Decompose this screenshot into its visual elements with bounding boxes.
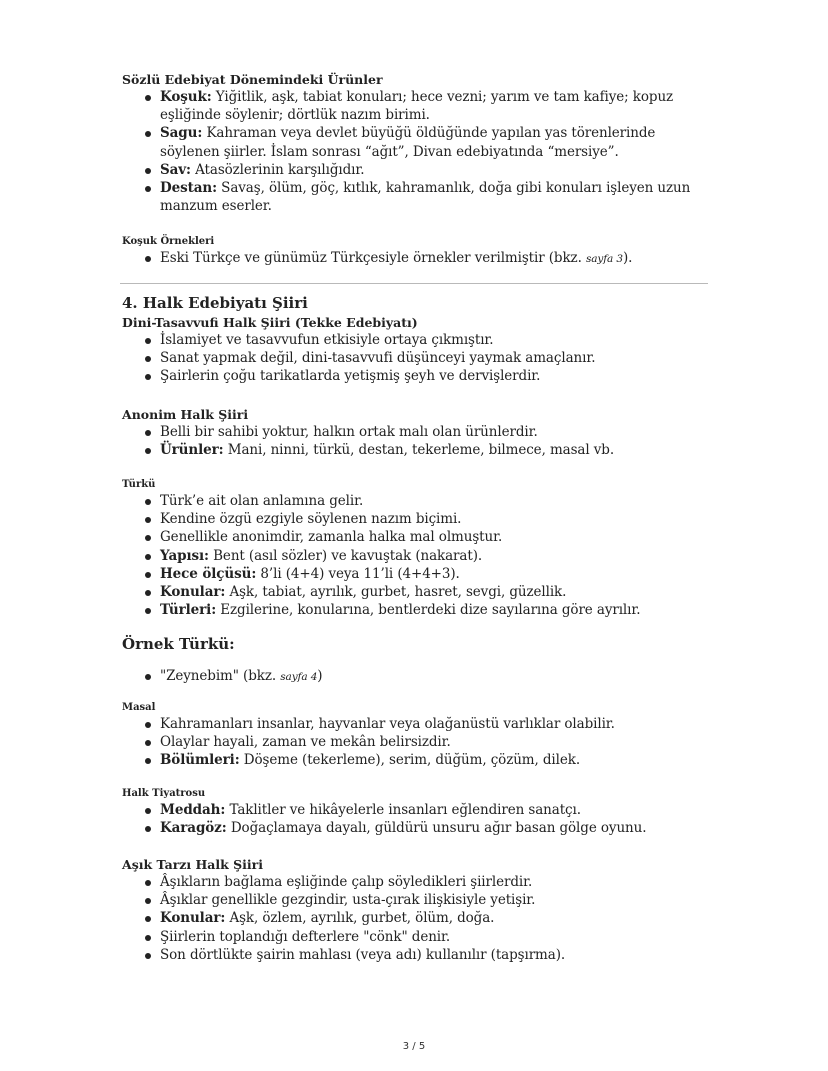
page-number: 3 / 5 xyxy=(402,1041,426,1052)
list-item: Âşıkların bağlama eşliğinde çalıp söyledikleri şiirlerdir. xyxy=(160,873,712,891)
list-item: Son dörtlükte şairin mahlası (veya adı) kullanılır (tapşırma). xyxy=(160,946,712,964)
list-item: Sagu: Kahraman veya devlet büyüğü öldüğünde yapılan yas törenlerinde söylenen şiirler. İslam sonrası “ağıt”, Divan edebiyatında “mersiye”. xyxy=(160,124,712,160)
list-item: İslamiyet ve tasavvufun etkisiyle ortaya çıkmıştır. xyxy=(160,331,712,349)
page-reference: sayfa 4 xyxy=(280,671,318,683)
tiyatro-list xyxy=(122,801,712,837)
asik-heading: Aşık Tarzı Halk Şiiri xyxy=(122,857,264,872)
kosuk-ornekleri-list xyxy=(122,249,712,268)
list-item: Meddah: Taklitler ve hikâyelerle insanları eğlendiren sanatçı. xyxy=(160,801,712,819)
masal-heading: Masal xyxy=(122,702,156,713)
list-item: Bölümleri: Döşeme (tekerleme), serim, düğüm, çözüm, dilek. xyxy=(160,751,712,769)
tiyatro-section xyxy=(122,787,712,837)
ornek-turku-section xyxy=(122,634,712,686)
list-item: Koşuk: Yiğitlik, aşk, tabiat konuları; hece vezni; yarım ve tam kafiye; kopuz eşliğinde söylenir; dörtlük nazım birimi. xyxy=(160,88,712,124)
anonim-section xyxy=(122,406,712,459)
list-item: Belli bir sahibi yoktur, halkın ortak malı olan ürünlerdir. xyxy=(160,423,712,441)
list-item: Kendine özgü ezgiyle söylenen nazım biçimi. xyxy=(160,510,712,528)
sozlu-heading: Sözlü Edebiyat Dönemindeki Ürünler xyxy=(122,72,383,87)
page-reference: sayfa 3 xyxy=(585,253,623,265)
list-item: Türleri: Ezgilerine, konularına, bentlerdeki dize sayılarına göre ayrılır. xyxy=(160,601,712,619)
list-item: Şairlerin çoğu tarikatlarda yetişmiş şeyh ve dervişlerdir. xyxy=(160,367,712,385)
list-item: Ürünler: Mani, ninni, türkü, destan, tekerleme, bilmece, masal vb. xyxy=(160,441,712,459)
ornek-turku-list xyxy=(122,667,712,686)
list-item: Hece ölçüsü: 8’li (4+4) veya 11’li (4+4+3). xyxy=(160,565,712,583)
tiyatro-heading: Halk Tiyatrosu xyxy=(122,788,206,799)
sozlu-section xyxy=(122,71,712,215)
list-item: Olaylar hayali, zaman ve mekân belirsizdir. xyxy=(160,733,712,751)
list-item: Konular: Aşk, tabiat, ayrılık, gurbet, hasret, sevgi, güzellik. xyxy=(160,583,712,601)
list-item: Karagöz: Doğaçlamaya dayalı, güldürü unsuru ağır basan gölge oyunu. xyxy=(160,819,712,837)
masal-list xyxy=(122,715,712,770)
list-item: Yapısı: Bent (asıl sözler) ve kavuştak (nakarat). xyxy=(160,547,712,565)
list-item: Eski Türkçe ve günümüz Türkçesiyle örnekler verilmiştir (bkz. sayfa 3). xyxy=(160,249,712,268)
list-item: Şiirlerin toplandığı defterlere "cönk" denir. xyxy=(160,928,712,946)
kosuk-ornekleri-section xyxy=(122,235,712,268)
turku-list xyxy=(122,492,712,619)
list-item: Konular: Aşk, özlem, ayrılık, gurbet, ölüm, doğa. xyxy=(160,909,712,927)
list-item: Sav: Atasözlerinin karşılığıdır. xyxy=(160,161,712,179)
halk-heading: 4. Halk Edebiyatı Şiiri xyxy=(122,294,308,312)
halk-section xyxy=(122,293,712,386)
section-divider xyxy=(120,283,708,284)
anonim-heading: Anonim Halk Şiiri xyxy=(122,407,249,422)
asik-list xyxy=(122,873,712,964)
list-item: Türk’e ait olan anlamına gelir. xyxy=(160,492,712,510)
list-item: Sanat yapmak değil, dini-tasavvufi düşünceyi yaymak amaçlanır. xyxy=(160,349,712,367)
sozlu-list xyxy=(122,88,712,215)
list-item: "Zeynebim" (bkz. sayfa 4) xyxy=(160,667,712,686)
anonim-list xyxy=(122,423,712,459)
list-item: Genellikle anonimdir, zamanla halka mal olmuştur. xyxy=(160,528,712,546)
list-item: Destan: Savaş, ölüm, göç, kıtlık, kahramanlık, doğa gibi konuları işleyen uzun manzum eserler. xyxy=(160,179,712,215)
ornek-turku-heading: Örnek Türkü: xyxy=(122,635,235,653)
masal-section xyxy=(122,701,712,770)
asik-section xyxy=(122,856,712,964)
tekke-heading: Dini-Tasavvufi Halk Şiiri (Tekke Edebiyatı) xyxy=(122,315,418,330)
tekke-list xyxy=(122,331,712,386)
turku-heading: Türkü xyxy=(122,479,156,490)
kosuk-ornekleri-heading: Koşuk Örnekleri xyxy=(122,236,215,247)
list-item: Kahramanları insanlar, hayvanlar veya olağanüstü varlıklar olabilir. xyxy=(160,715,712,733)
turku-section xyxy=(122,478,712,619)
list-item: Âşıklar genellikle gezgindir, usta-çırak ilişkisiyle yetişir. xyxy=(160,891,712,909)
